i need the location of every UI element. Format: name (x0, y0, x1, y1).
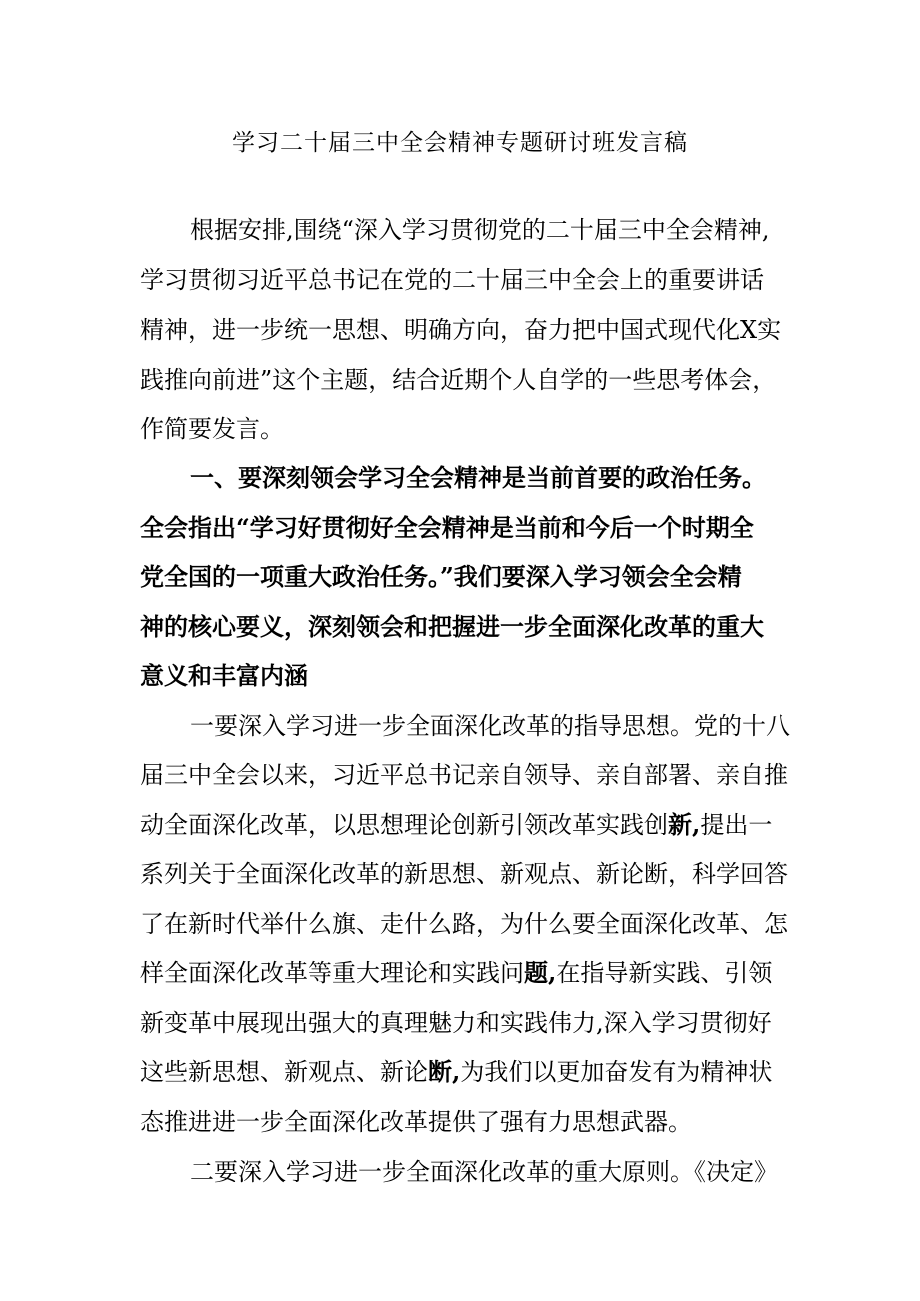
para1-line-7: 新变革中展现出强大的真理魅力和实践伟力,深入学习贯彻好 (140, 1009, 772, 1037)
para1-line-2: 届三中全会以来，习近平总书记亲自领导、亲自部署、亲自推 (140, 761, 788, 789)
intro-line-1: 根据安排,围绕“深入学习贯彻党的二十届三中全会精神, (190, 216, 770, 244)
section1-line-2: 全会指出“学习好贯彻好全会精神是当前和今后一个时期全 (140, 513, 754, 542)
para1-line-6 (140, 957, 772, 989)
section1-heading: 一、要深刻领会学习全会精神是当前首要的政治任务。 (190, 463, 766, 492)
section1-line-3: 党全国的一项重大政治任务。”我们要深入学习领会全会精 (140, 562, 742, 591)
para1-line-4: 系列关于全面深化改革的新思想、新观点、新论断，科学回答 (140, 860, 788, 888)
para1-line-5: 了在新时代举什么旗、走什么路，为什么要全面深化改革、怎 (140, 910, 788, 938)
document-title: 学习二十届三中全会精神专题研讨班发言稿 (232, 130, 688, 156)
section1-line-5: 意义和丰富内涵 (140, 661, 308, 690)
para1-line-3 (140, 809, 772, 841)
intro-line-3: 精神，进一步统一思想、明确方向，奋力把中国式现代化X实 (140, 316, 782, 344)
para1-line-9: 态推进进一步全面深化改革提供了强有力思想武器。 (140, 1108, 692, 1136)
intro-line-5: 作简要发言。 (140, 415, 284, 443)
para1-line-6-part-b: 题, (524, 958, 557, 987)
para1-line-6-part-c: 在指导新实践、引领 (556, 959, 773, 987)
section1-line-4: 神的核心要义，深刻领会和把握进一步全面深化改革的重大 (140, 612, 764, 641)
para1-line-8-part-a: 这些新思想、新观点、新论 (140, 1058, 428, 1086)
para1-line-3-part-b: 新, (668, 810, 701, 839)
para1-line-8 (140, 1056, 772, 1088)
intro-line-4: 践推向前进”这个主题，结合近期个人自学的一些思考体会， (140, 366, 777, 394)
para1-line-8-part-c: 为我们以更加奋发有为精神状 (460, 1058, 773, 1086)
intro-line-2: 学习贯彻习近平总书记在党的二十届三中全会上的重要讲话 (140, 266, 764, 294)
para1-line-3-part-c: 提出一 (700, 811, 773, 839)
para1-line-8-part-b: 断, (428, 1057, 461, 1086)
para1-line-3-part-a: 动全面深化改革，以思想理论创新引领改革实践创 (140, 811, 668, 839)
para2-line-1: 二要深入学习进一步全面深化改革的重大原则。《决定》 (190, 1158, 778, 1186)
para1-line-1: 一要深入学习进一步全面深化改革的指导思想。党的十八 (190, 712, 790, 740)
para1-line-6-part-a: 样全面深化改革等重大理论和实践问 (140, 959, 524, 987)
